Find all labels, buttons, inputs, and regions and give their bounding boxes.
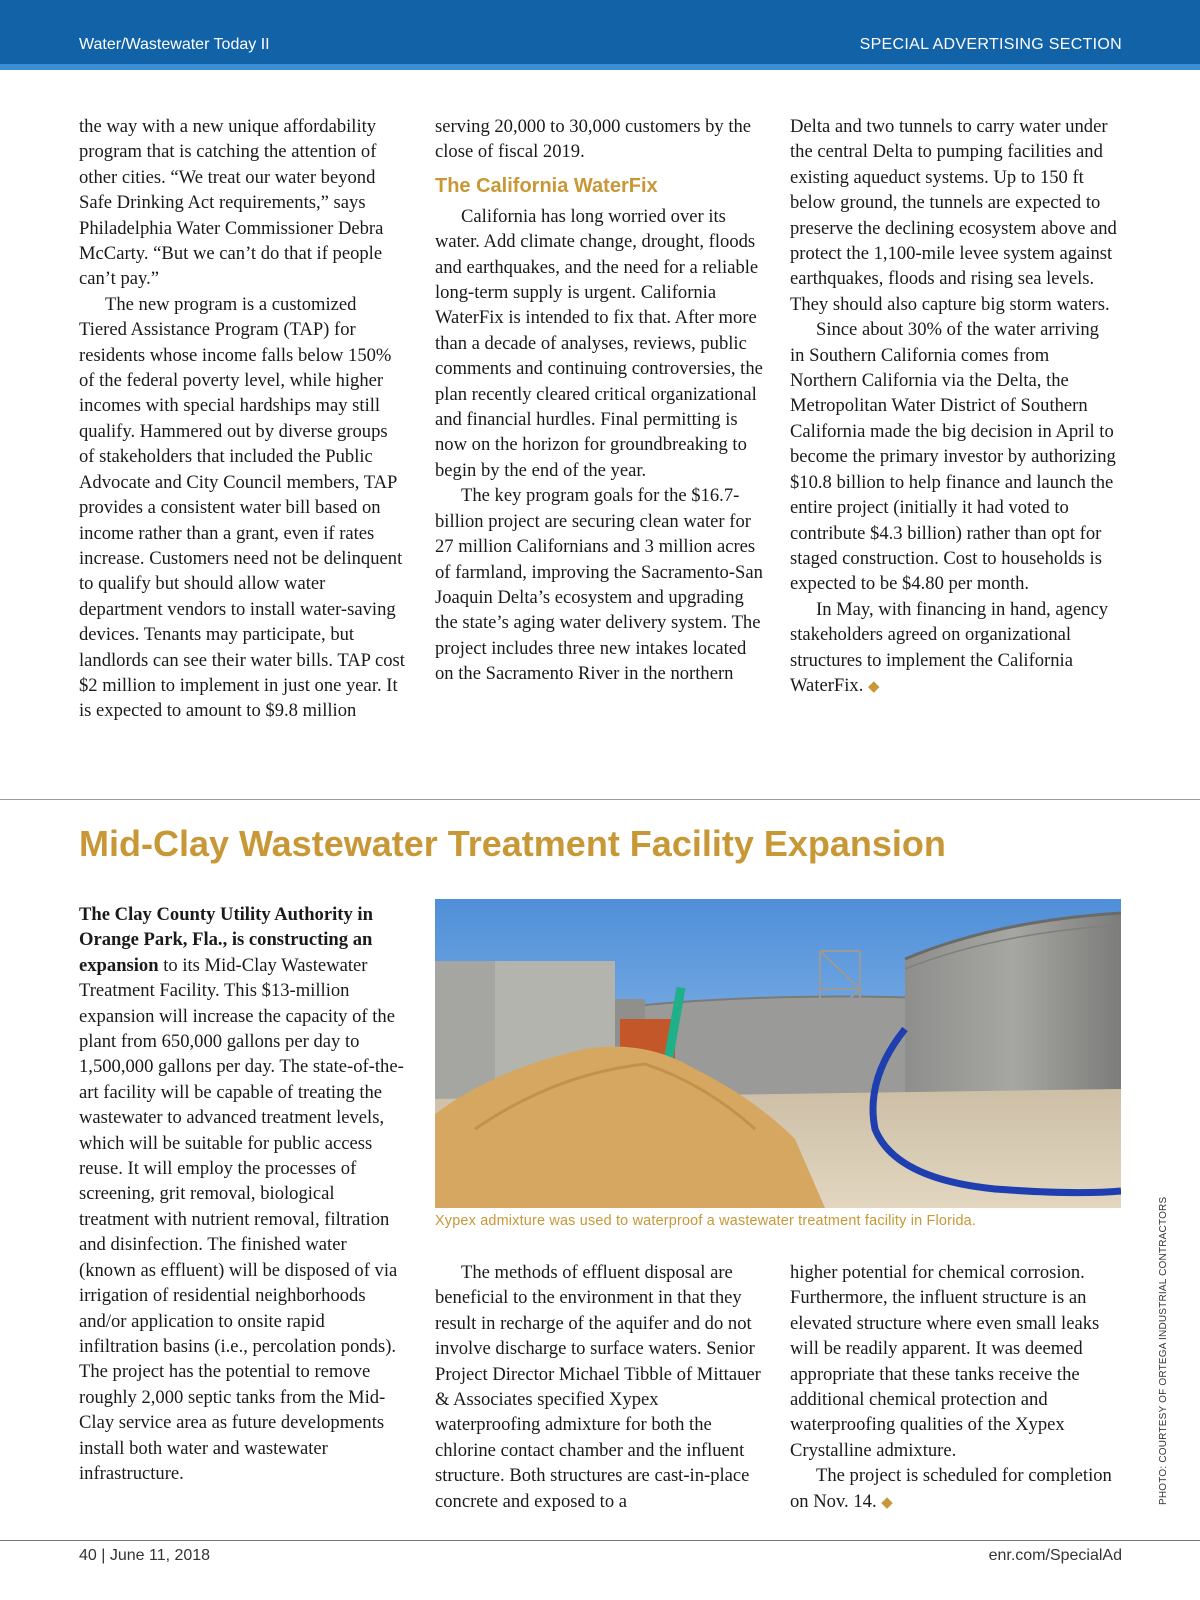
paragraph: The key program goals for the $16.7-billion project are securing clean water for 27 million Californians and 3 million acres of farmland, improving the Sacramento-San Joaquin Delta’s ecosystem and upgrading the state’s aging water delivery system. The project includes three new intakes located on the Sacramento River in the northern [435,485,763,685]
paragraph-text: In May, with financing in hand, agency stakeholders agreed on organizational structures to implement the California WaterFix. [790,598,1109,696]
top-article-column-2 [435,114,763,687]
feature-column-1 [79,902,407,1486]
feature-title: Mid-Clay Wastewater Treatment Facility Expansion [79,823,946,864]
footer-rule [0,1540,1200,1541]
footer-url: enr.com/SpecialAd [988,1547,1122,1564]
paragraph: The new program is a customized Tiered Assistance Program (TAP) for residents whose income falls below 150% of the federal poverty level, while higher incomes with special hardships may still qualify. Hammered out by diverse groups of stakeholders that included the Public Advocate and City Council members, TAP provides a consistent water bill based on income rather than a grant, even if rates increase. Customers need not be delinquent to qualify but should allow water department vendors to install water-saving devices. Tenants may participate, but landlords can see their water bills. TAP cost $2 million to implement in just one year. It is expected to amount to $9.8 million [79,293,405,722]
photo-caption: Xypex admixture was used to waterproof a wastewater treatment facility in Florida. [435,1213,977,1229]
section-divider [0,799,1200,800]
paragraph: California has long worried over its water. Add climate change, drought, floods and earthquakes, and the need for a reliable long-term supply is urgent. California WaterFix is intended to fix that. After more than a decade of analyses, reviews, public comments and continuing controversies, the plan recently cleared critical organizational and financial hurdles. Final permitting is now on the horizon for groundbreaking to begin by the end of the year. [435,205,763,481]
paragraph: Delta and two tunnels to carry water under the central Delta to pumping facilities and existing aqueduct systems. Up to 150 ft below ground, the tunnels are expected to preserve the declining ecosystem above and protect the 1,100-mile levee system against earthquakes, floods and rising sea levels. They should also capture big storm waters. [790,116,1117,315]
feature-column-2 [435,1260,763,1514]
construction-site-illustration [435,899,1121,1208]
paragraph-text: The project is scheduled for completion on Nov. 14. [790,1465,1112,1512]
top-article-column-3 [790,114,1118,700]
end-mark-icon: ◆ [868,678,880,695]
lead-text: to its Mid-Clay Wastewater Treatment Facility. This $13-million expansion will increase the capacity of the plant from 650,000 gallons per day to 1,500,000 gallons per day. The state-of-the-art facility will be capable of treating the wastewater to advanced treatment levels, which will be suitable for public access reuse. It will employ the processes of screening, grit removal, biological treatment with nutrient removal, filtration and disinfection. The finished water (known as effluent) will be disposed of via irrigation of residential neighborhoods and/or application to onsite rapid infiltration basins (i.e., percolation ponds). The project has the potential to remove roughly 2,000 septic tanks from the Mid-Clay service area as future developments install both water and wastewater infrastructure. [79,954,404,1484]
photo-credit: PHOTO: COURTESY OF ORTEGA INDUSTRIAL CONTRACTORS [1158,1196,1169,1505]
paragraph [790,597,1118,701]
top-article-column-1 [79,114,407,724]
page-number-date: 40 | June 11, 2018 [79,1547,211,1564]
paragraph: the way with a new unique affordability program that is catching the attention of other cities. “We treat our water beyond Safe Drinking Act requirements,” says Philadelphia Water Commissioner Debra McCarty. “But we can’t do that if people can’t pay.” [79,116,384,290]
paragraph: higher potential for chemical corrosion. Furthermore, the influent structure is an elevated structure where even small leaks will be readily apparent. It was deemed appropriate that these tanks receive the additional chemical protection and waterproofing qualities of the Xypex Crystalline admixture. [790,1262,1100,1461]
paragraph [790,1463,1118,1516]
paragraph: Since about 30% of the water arriving in Southern California comes from Northern California via the Delta, the Metropolitan Water District of Southern California made the big decision in April to become the primary investor by authorizing $10.8 billion to help finance and launch the entire project (initially it had voted to contribute $4.3 billion) rather than opt for staged construction. Cost to households is expected to be $4.80 per month. [790,319,1116,595]
end-mark-icon: ◆ [881,1494,893,1511]
paragraph: The methods of effluent disposal are beneficial to the environment in that they result in recharge of the aquifer and do not involve discharge to surface waters. Senior Project Director Michael Tibble of Mittauer & Associates specified Xypex waterproofing admixture for both the chlorine contact chamber and the influent structure. Both structures are cast-in-place concrete and exposed to a [435,1262,761,1512]
construction-photo [435,899,1121,1208]
header-rule [0,64,1200,70]
publication-name: Water/Wastewater Today II [79,36,270,53]
section-label: SPECIAL ADVERTISING SECTION [859,36,1122,53]
feature-column-3 [790,1260,1118,1516]
lead-paragraph [79,902,407,1486]
lead-bold-text: The Clay County Utility Authority in Orange Park, Fla., is constructing an expansion [79,904,373,976]
subhead-california-waterfix: The California WaterFix [435,174,658,197]
page-header [0,0,1200,64]
paragraph: serving 20,000 to 30,000 customers by the close of fiscal 2019. [435,116,752,163]
